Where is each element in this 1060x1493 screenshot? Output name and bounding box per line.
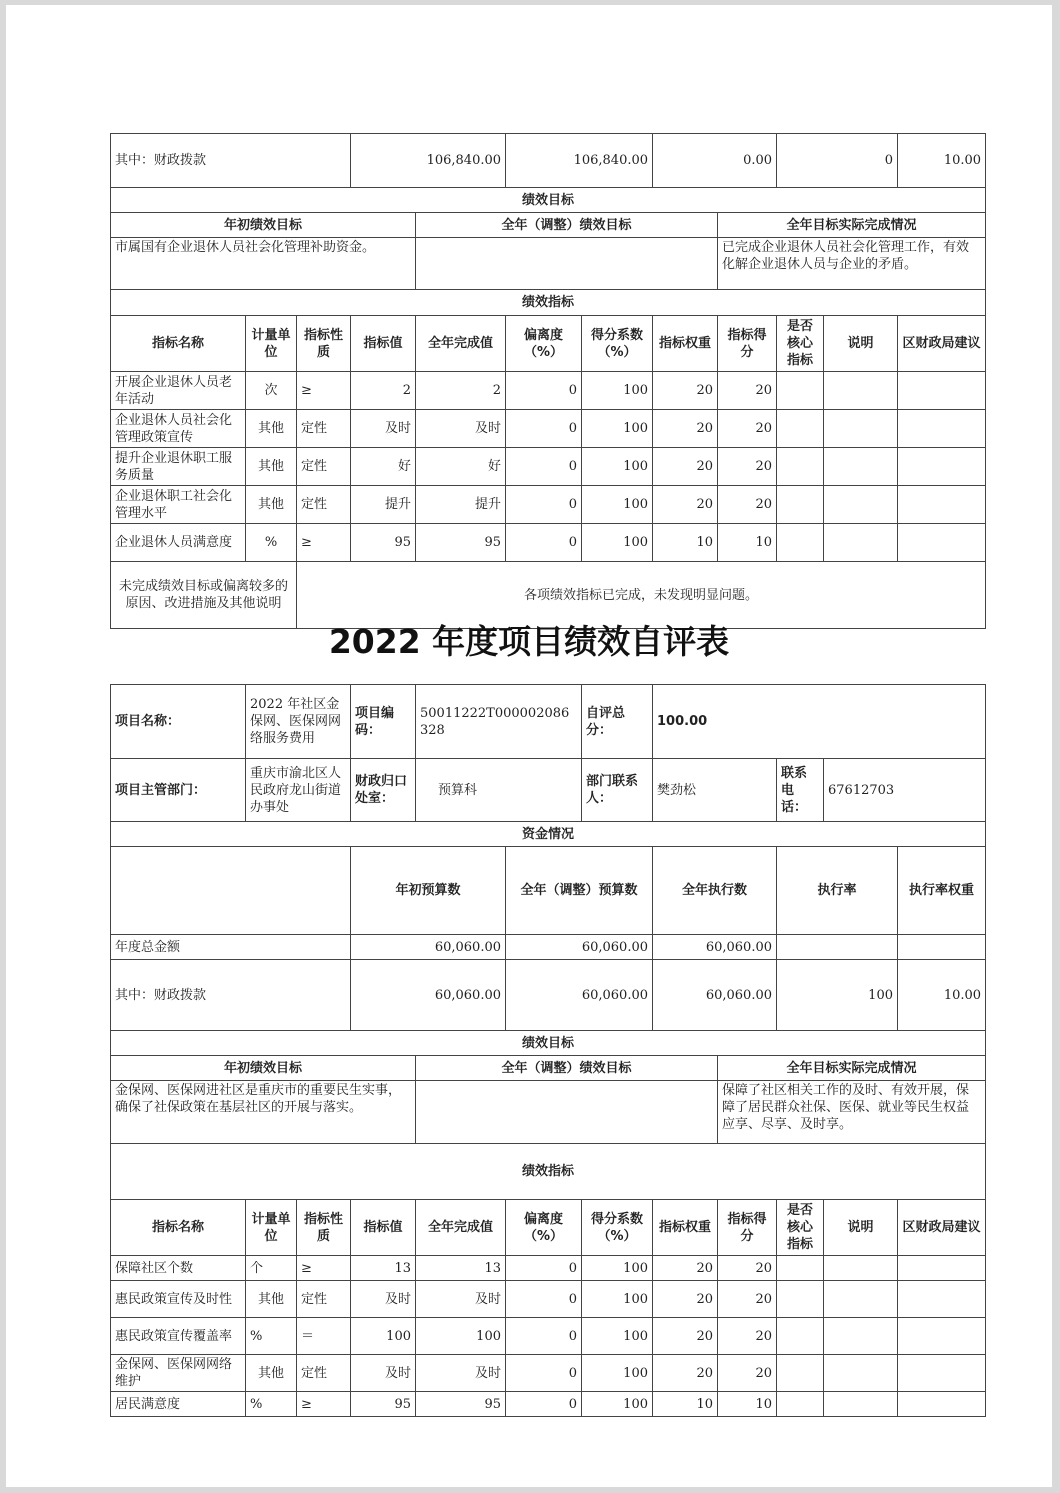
col-nature: 指标性质: [297, 316, 351, 372]
indicator-deviation: 0: [506, 372, 582, 410]
project-evaluation-table-1: [110, 133, 986, 629]
col-score: 指标得分: [718, 316, 777, 372]
indicator-deviation: 0: [506, 524, 582, 562]
indicator-core: [777, 1281, 824, 1318]
indicator-score: 20: [718, 1355, 777, 1392]
funds-fiscal-label: 其中：财政拨款: [111, 960, 351, 1031]
indicator-note: [824, 448, 898, 486]
indicator-name: 惠民政策宣传覆盖率: [111, 1318, 246, 1355]
explanation-label: 未完成绩效目标或偏离较多的原因、改进措施及其他说明: [111, 562, 297, 629]
indicator-actual: 及时: [416, 1281, 506, 1318]
indicator-advice: [898, 1392, 986, 1417]
indicator-deviation: 0: [506, 448, 582, 486]
funds-fiscal-executed: 60,060.00: [653, 960, 777, 1031]
table-row: [111, 524, 986, 562]
indicator-nature: ≥: [297, 1256, 351, 1281]
funds-header-blank: [111, 847, 351, 935]
table-row: [111, 448, 986, 486]
indicator-nature: 定性: [297, 486, 351, 524]
indicator-core: [777, 1318, 824, 1355]
indicator-advice: [898, 486, 986, 524]
indicator-actual: 100: [416, 1318, 506, 1355]
indicator-score: 20: [718, 1256, 777, 1281]
col-unit: 计量单位: [246, 316, 297, 372]
funds-total-executed: 60,060.00: [653, 935, 777, 960]
project-code-value: 50011222T000002086328: [416, 685, 582, 759]
indicator-score: 20: [718, 486, 777, 524]
table-row: [111, 1318, 986, 1355]
indicator-note: [824, 1392, 898, 1417]
perf-goal-section-title: 绩效目标: [111, 1031, 986, 1056]
indicator-weight: 20: [653, 486, 718, 524]
execution-rate-value: 0: [777, 134, 898, 188]
indicator-coef: 100: [582, 448, 653, 486]
indicator-note: [824, 1256, 898, 1281]
funds-col-rate: 执行率: [777, 847, 898, 935]
indicator-unit: 其他: [246, 410, 297, 448]
indicator-target: 好: [351, 448, 416, 486]
indicator-name: 保障社区个数: [111, 1256, 246, 1281]
indicator-advice: [898, 1281, 986, 1318]
funds-fiscal-rate: 100: [777, 960, 898, 1031]
adjusted-goal-text: [416, 1081, 718, 1144]
indicator-score: 20: [718, 1281, 777, 1318]
indicator-target: 提升: [351, 486, 416, 524]
indicator-weight: 20: [653, 410, 718, 448]
indicator-actual: 95: [416, 1392, 506, 1417]
col-indicator-name: 指标名称: [111, 1200, 246, 1256]
funds-col-adjusted: 全年（调整）预算数: [506, 847, 653, 935]
indicators-section-title: 绩效指标: [111, 290, 986, 316]
indicator-actual: 2: [416, 372, 506, 410]
finance-office-value: 预算科: [416, 759, 582, 822]
indicator-actual: 95: [416, 524, 506, 562]
col-score-coef: 得分系数（%）: [582, 316, 653, 372]
project-code-label: 项目编码：: [351, 685, 416, 759]
indicator-advice: [898, 1318, 986, 1355]
table-row: [111, 410, 986, 448]
adjusted-goal-text: [416, 238, 718, 290]
funds-total-row: [111, 935, 986, 960]
col-score: 指标得分: [718, 1200, 777, 1256]
indicator-score: 10: [718, 524, 777, 562]
indicator-actual: 提升: [416, 486, 506, 524]
indicator-target: 及时: [351, 410, 416, 448]
indicator-score: 20: [718, 1318, 777, 1355]
indicator-core: [777, 486, 824, 524]
actual-goal-header: 全年目标实际完成情况: [718, 1056, 986, 1081]
indicator-advice: [898, 410, 986, 448]
dept-label: 项目主管部门：: [111, 759, 246, 822]
indicator-actual: 及时: [416, 1355, 506, 1392]
indicator-coef: 100: [582, 524, 653, 562]
indicator-header-row: [111, 1200, 986, 1256]
indicator-note: [824, 372, 898, 410]
table-row: [111, 372, 986, 410]
indicator-nature: ≥: [297, 372, 351, 410]
indicator-core: [777, 1392, 824, 1417]
col-nature: 指标性质: [297, 1200, 351, 1256]
funds-fiscal-initial: 60,060.00: [351, 960, 506, 1031]
indicator-target: 95: [351, 1392, 416, 1417]
indicator-advice: [898, 1355, 986, 1392]
actual-goal-text: 已完成企业退休人员社会化管理工作，有效化解企业退休人员与企业的矛盾。: [718, 238, 986, 290]
indicator-target: 95: [351, 524, 416, 562]
funds-total-rate: [777, 935, 898, 960]
indicator-weight: 20: [653, 448, 718, 486]
project-evaluation-table-2: [110, 684, 986, 1417]
indicator-nature: 定性: [297, 410, 351, 448]
project-name-value: 2022 年社区金保网、医保网网络服务费用: [246, 685, 351, 759]
col-weight: 指标权重: [653, 1200, 718, 1256]
execution-weight-value: 10.00: [898, 134, 986, 188]
funds-col-executed: 全年执行数: [653, 847, 777, 935]
indicator-note: [824, 410, 898, 448]
indicator-target: 100: [351, 1318, 416, 1355]
indicator-unit: %: [246, 524, 297, 562]
indicator-coef: 100: [582, 372, 653, 410]
page-title: 2022 年度项目绩效自评表: [328, 622, 730, 661]
indicator-score: 20: [718, 410, 777, 448]
indicator-weight: 20: [653, 372, 718, 410]
indicator-coef: 100: [582, 1392, 653, 1417]
indicator-name: 金保网、医保网网络维护: [111, 1355, 246, 1392]
indicator-note: [824, 1355, 898, 1392]
indicator-coef: 100: [582, 1281, 653, 1318]
indicator-deviation: 0: [506, 486, 582, 524]
indicator-nature: 定性: [297, 1281, 351, 1318]
col-note: 说明: [824, 316, 898, 372]
indicator-deviation: 0: [506, 410, 582, 448]
funds-section-title: 资金情况: [111, 822, 986, 847]
funds-total-adjusted: 60,060.00: [506, 935, 653, 960]
indicator-score: 20: [718, 372, 777, 410]
indicator-advice: [898, 524, 986, 562]
indicator-deviation: 0: [506, 1281, 582, 1318]
indicator-deviation: 0: [506, 1392, 582, 1417]
indicator-coef: 100: [582, 1256, 653, 1281]
project-name-label: 项目名称：: [111, 685, 246, 759]
indicator-target: 13: [351, 1256, 416, 1281]
indicator-core: [777, 448, 824, 486]
indicator-unit: 个: [246, 1256, 297, 1281]
initial-goal-text: 市属国有企业退休人员社会化管理补助资金。: [111, 238, 416, 290]
table-row: [111, 1281, 986, 1318]
indicator-core: [777, 1355, 824, 1392]
indicator-nature: 定性: [297, 448, 351, 486]
indicator-score: 20: [718, 448, 777, 486]
funds-total-weight: [898, 935, 986, 960]
indicator-name: 提升企业退休职工服务质量: [111, 448, 246, 486]
adjusted-goal-header: 全年（调整）绩效目标: [416, 1056, 718, 1081]
col-weight: 指标权重: [653, 316, 718, 372]
indicator-coef: 100: [582, 1355, 653, 1392]
explanation-text: 各项绩效指标已完成，未发现明显问题。: [297, 562, 986, 629]
indicator-unit: 其他: [246, 486, 297, 524]
table-row: [111, 1392, 986, 1417]
indicator-name: 居民满意度: [111, 1392, 246, 1417]
col-note: 说明: [824, 1200, 898, 1256]
indicator-target: 及时: [351, 1355, 416, 1392]
indicator-core: [777, 1256, 824, 1281]
adjusted-goal-header: 全年（调整）绩效目标: [416, 213, 718, 238]
funds-fiscal-weight: 10.00: [898, 960, 986, 1031]
funds-col-weight: 执行率权重: [898, 847, 986, 935]
indicator-target: 2: [351, 372, 416, 410]
indicator-nature: ≥: [297, 1392, 351, 1417]
indicator-note: [824, 1281, 898, 1318]
indicator-coef: 100: [582, 486, 653, 524]
indicator-target: 及时: [351, 1281, 416, 1318]
indicator-unit: 次: [246, 372, 297, 410]
indicator-actual: 及时: [416, 410, 506, 448]
col-finance-advice: 区财政局建议: [898, 316, 986, 372]
initial-budget-value: 106,840.00: [351, 134, 506, 188]
dept-value: 重庆市渝北区人民政府龙山街道办事处: [246, 759, 351, 822]
indicator-name: 开展企业退休人员老年活动: [111, 372, 246, 410]
table-row: [111, 486, 986, 524]
col-target: 指标值: [351, 1200, 416, 1256]
col-target: 指标值: [351, 316, 416, 372]
indicator-nature: ≥: [297, 524, 351, 562]
document-page: [6, 5, 1052, 1487]
indicator-name: 企业退休人员社会化管理政策宣传: [111, 410, 246, 448]
indicator-score: 10: [718, 1392, 777, 1417]
indicator-weight: 10: [653, 524, 718, 562]
indicator-unit: 其他: [246, 448, 297, 486]
indicator-advice: [898, 372, 986, 410]
indicator-name: 惠民政策宣传及时性: [111, 1281, 246, 1318]
self-score-label: 自评总分：: [582, 685, 653, 759]
phone-value: 67612703: [824, 759, 986, 822]
indicator-unit: 其他: [246, 1355, 297, 1392]
table-row: [111, 1355, 986, 1392]
indicator-unit: %: [246, 1392, 297, 1417]
funds-fiscal-adjusted: 60,060.00: [506, 960, 653, 1031]
indicator-note: [824, 1318, 898, 1355]
indicator-weight: 20: [653, 1281, 718, 1318]
indicator-coef: 100: [582, 410, 653, 448]
col-core: 是否核心指标: [777, 1200, 824, 1256]
indicator-note: [824, 486, 898, 524]
indicator-nature: 定性: [297, 1355, 351, 1392]
col-finance-advice: 区财政局建议: [898, 1200, 986, 1256]
perf-goal-section-title: 绩效目标: [111, 188, 986, 213]
funds-fiscal-row: [111, 960, 986, 1031]
indicator-deviation: 0: [506, 1318, 582, 1355]
table-row: [111, 1256, 986, 1281]
indicator-header-row: [111, 316, 986, 372]
indicator-core: [777, 524, 824, 562]
funds-total-label: 年度总金额: [111, 935, 351, 960]
indicator-core: [777, 410, 824, 448]
project-info-row: [111, 685, 986, 759]
indicator-name: 企业退休人员满意度: [111, 524, 246, 562]
indicator-advice: [898, 1256, 986, 1281]
initial-goal-header: 年初绩效目标: [111, 1056, 416, 1081]
col-deviation: 偏离度（%）: [506, 316, 582, 372]
indicator-actual: 好: [416, 448, 506, 486]
col-actual: 全年完成值: [416, 316, 506, 372]
indicators-section-title: 绩效指标: [111, 1144, 986, 1200]
actual-goal-header: 全年目标实际完成情况: [718, 213, 986, 238]
contact-value: 樊劲松: [653, 759, 777, 822]
indicator-weight: 20: [653, 1318, 718, 1355]
indicator-weight: 20: [653, 1256, 718, 1281]
executed-value: 0.00: [653, 134, 777, 188]
phone-label: 联系电话：: [777, 759, 824, 822]
initial-goal-header: 年初绩效目标: [111, 213, 416, 238]
indicator-actual: 13: [416, 1256, 506, 1281]
indicator-weight: 10: [653, 1392, 718, 1417]
indicator-name: 企业退休职工社会化管理水平: [111, 486, 246, 524]
funds-header-row: [111, 847, 986, 935]
col-score-coef: 得分系数（%）: [582, 1200, 653, 1256]
indicator-weight: 20: [653, 1355, 718, 1392]
fiscal-allocation-row: [111, 134, 986, 188]
col-unit: 计量单位: [246, 1200, 297, 1256]
funds-col-initial: 年初预算数: [351, 847, 506, 935]
department-info-row: [111, 759, 986, 822]
indicator-coef: 100: [582, 1318, 653, 1355]
finance-office-label: 财政归口处室：: [351, 759, 416, 822]
col-indicator-name: 指标名称: [111, 316, 246, 372]
col-core: 是否核心指标: [777, 316, 824, 372]
actual-goal-text: 保障了社区相关工作的及时、有效开展，保障了居民群众社保、医保、就业等民生权益应享、尽享、及时享。: [718, 1081, 986, 1144]
funds-total-initial: 60,060.00: [351, 935, 506, 960]
indicator-advice: [898, 448, 986, 486]
col-deviation: 偏离度（%）: [506, 1200, 582, 1256]
col-actual: 全年完成值: [416, 1200, 506, 1256]
indicator-unit: 其他: [246, 1281, 297, 1318]
initial-goal-text: 金保网、医保网进社区是重庆市的重要民生实事，确保了社保政策在基层社区的开展与落实。: [111, 1081, 416, 1144]
adjusted-budget-value: 106,840.00: [506, 134, 653, 188]
indicator-note: [824, 524, 898, 562]
self-score-value: 100.00: [653, 685, 986, 759]
indicator-unit: %: [246, 1318, 297, 1355]
indicator-nature: ＝: [297, 1318, 351, 1355]
fiscal-allocation-label: 其中：财政拨款: [111, 134, 351, 188]
indicator-deviation: 0: [506, 1355, 582, 1392]
indicator-deviation: 0: [506, 1256, 582, 1281]
indicator-core: [777, 372, 824, 410]
contact-label: 部门联系人：: [582, 759, 653, 822]
